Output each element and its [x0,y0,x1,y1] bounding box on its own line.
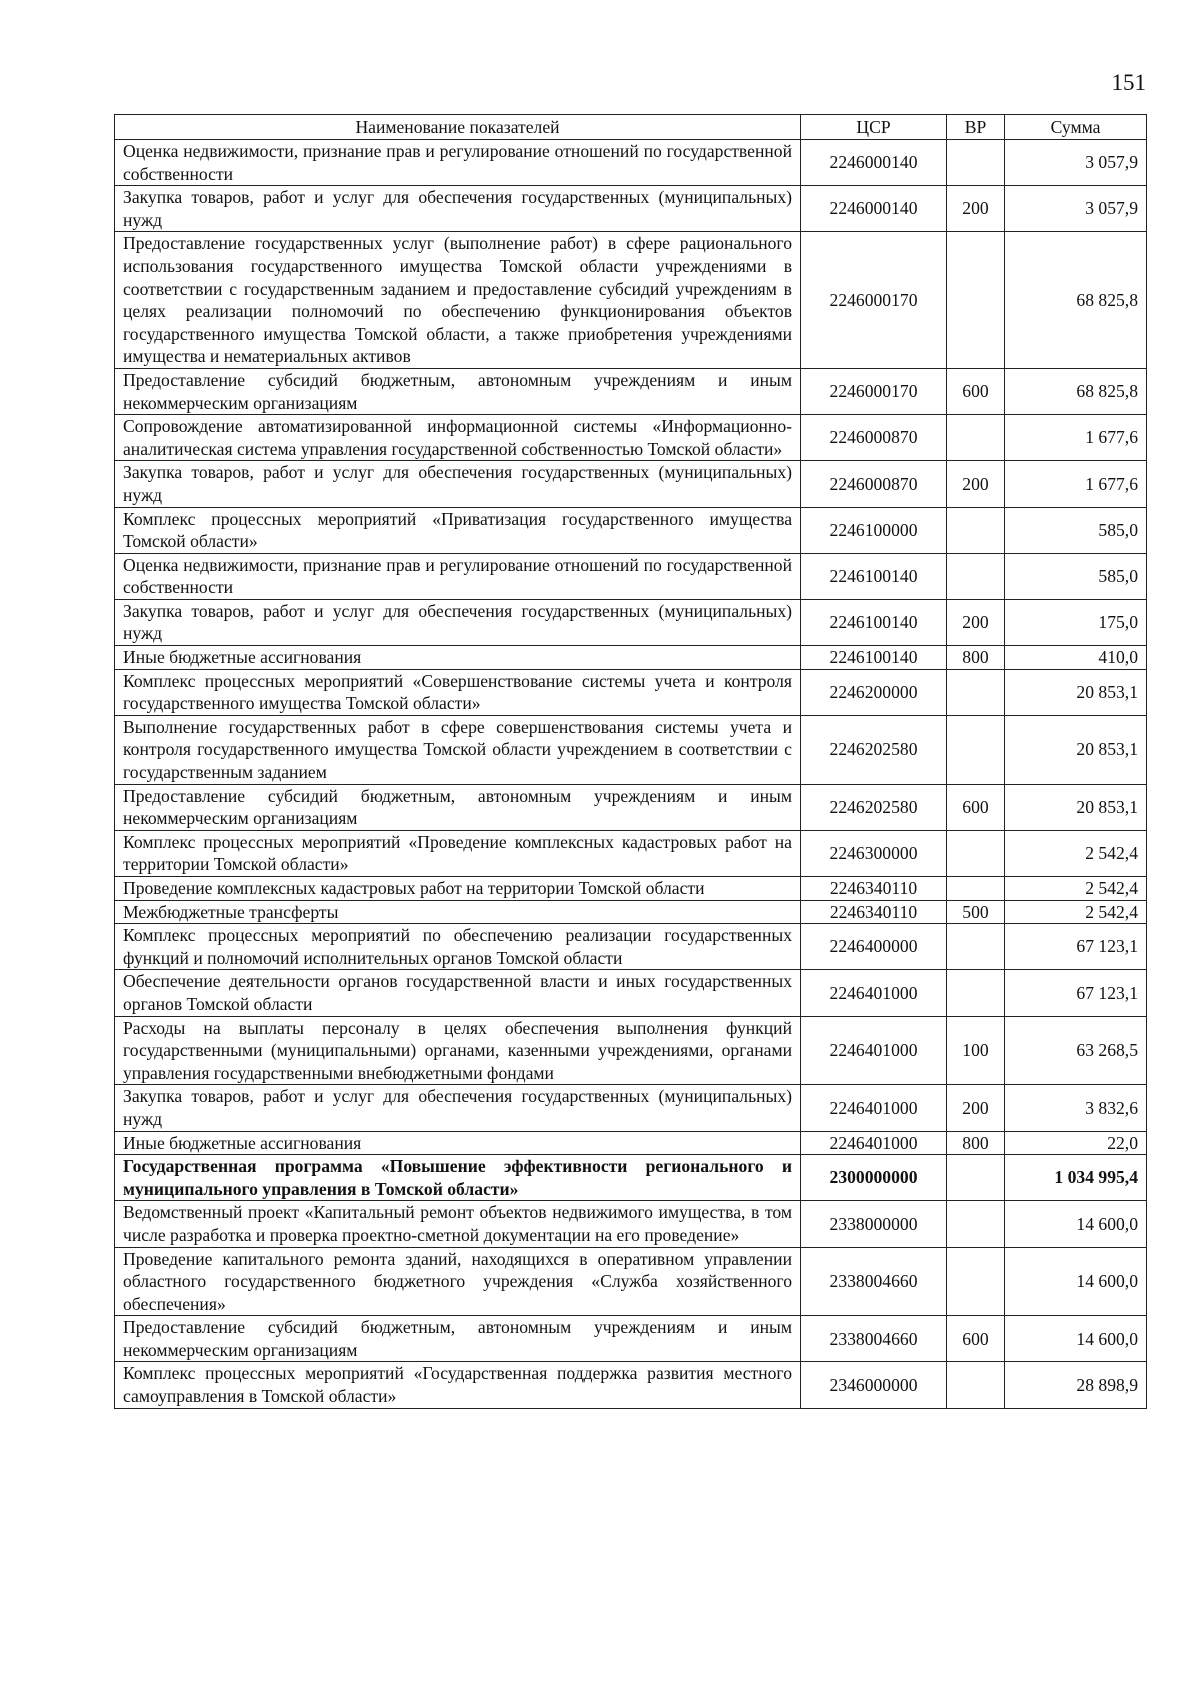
cell-vr: 600 [947,1316,1005,1362]
cell-csr: 2246100000 [801,507,947,553]
cell-sum: 1 677,6 [1005,461,1147,507]
cell-name: Ведомственный проект «Капитальный ремонт объектов недвижимого имущества, в том числе разработка и проверка проектно-сметной документации на его проведение» [115,1201,801,1247]
table-row [115,1016,1147,1085]
table-row [115,186,1147,232]
cell-name: Закупка товаров, работ и услуг для обеспечения государственных (муниципальных) нужд [115,1085,801,1131]
cell-sum: 2 542,4 [1005,900,1147,924]
cell-csr: 2338004660 [801,1247,947,1316]
cell-csr: 2246100140 [801,599,947,645]
table-row [115,599,1147,645]
cell-vr: 800 [947,646,1005,670]
cell-csr: 2246202580 [801,715,947,784]
table-row [115,646,1147,670]
header-csr: ЦСР [801,115,947,140]
cell-name: Проведение комплексных кадастровых работ на территории Томской области [115,877,801,901]
cell-vr [947,1155,1005,1201]
page-number: 151 [1111,70,1146,95]
budget-table [114,114,1147,1409]
cell-sum: 14 600,0 [1005,1201,1147,1247]
cell-vr [947,553,1005,599]
cell-vr: 100 [947,1016,1005,1085]
table-row [115,1085,1147,1131]
cell-name: Государственная программа «Повышение эффективности регионального и муниципального управления в Томской области» [115,1155,801,1201]
cell-sum: 68 825,8 [1005,232,1147,369]
cell-vr [947,140,1005,186]
cell-csr: 2246000870 [801,415,947,461]
cell-vr: 600 [947,784,1005,830]
cell-csr: 2246401000 [801,970,947,1016]
cell-sum: 3 832,6 [1005,1085,1147,1131]
table-row [115,900,1147,924]
table-row [115,1247,1147,1316]
cell-name: Комплекс процессных мероприятий «Совершенствование системы учета и контроля государственного имущества Томской области» [115,669,801,715]
cell-vr [947,232,1005,369]
cell-csr: 2246000140 [801,186,947,232]
cell-vr: 200 [947,186,1005,232]
cell-vr [947,970,1005,1016]
cell-vr [947,507,1005,553]
cell-csr: 2246000870 [801,461,947,507]
table-row [115,1155,1147,1201]
cell-sum: 20 853,1 [1005,715,1147,784]
cell-csr: 2246000170 [801,232,947,369]
cell-vr [947,877,1005,901]
cell-name: Предоставление субсидий бюджетным, автономным учреждениям и иным некоммерческим организациям [115,1316,801,1362]
cell-vr: 800 [947,1131,1005,1155]
table-row [115,830,1147,876]
cell-csr: 2246300000 [801,830,947,876]
cell-name: Закупка товаров, работ и услуг для обеспечения государственных (муниципальных) нужд [115,599,801,645]
cell-vr [947,415,1005,461]
cell-sum: 22,0 [1005,1131,1147,1155]
table-row [115,140,1147,186]
cell-sum: 1 677,6 [1005,415,1147,461]
cell-csr: 2246400000 [801,924,947,970]
cell-vr [947,715,1005,784]
cell-sum: 2 542,4 [1005,830,1147,876]
cell-vr: 200 [947,461,1005,507]
table-row [115,1316,1147,1362]
cell-name: Межбюджетные трансферты [115,900,801,924]
table-row [115,1131,1147,1155]
cell-csr: 2246000170 [801,368,947,414]
table-row [115,1362,1147,1408]
cell-vr [947,1201,1005,1247]
cell-name: Предоставление субсидий бюджетным, автономным учреждениям и иным некоммерческим организациям [115,784,801,830]
cell-name: Сопровождение автоматизированной информационной системы «Информационно-аналитическая система управления государственной собственностью Томской области» [115,415,801,461]
cell-name: Комплекс процессных мероприятий «Проведение комплексных кадастровых работ на территории Томской области» [115,830,801,876]
header-name: Наименование показателей [115,115,801,140]
cell-name: Комплекс процессных мероприятий по обеспечению реализации государственных функций и полномочий исполнительных органов Томской области [115,924,801,970]
cell-vr: 600 [947,368,1005,414]
cell-name: Оценка недвижимости, признание прав и регулирование отношений по государственной собственности [115,140,801,186]
cell-sum: 585,0 [1005,553,1147,599]
cell-sum: 585,0 [1005,507,1147,553]
cell-sum: 3 057,9 [1005,140,1147,186]
cell-name: Иные бюджетные ассигнования [115,646,801,670]
header-vr: ВР [947,115,1005,140]
cell-csr: 2246401000 [801,1131,947,1155]
cell-sum: 20 853,1 [1005,784,1147,830]
cell-vr: 500 [947,900,1005,924]
cell-name: Предоставление субсидий бюджетным, автономным учреждениям и иным некоммерческим организациям [115,368,801,414]
table-header-row [115,115,1147,140]
cell-name: Обеспечение деятельности органов государственной власти и иных государственных органов Томской области [115,970,801,1016]
cell-csr: 2246340110 [801,900,947,924]
cell-csr: 2246202580 [801,784,947,830]
cell-sum: 1 034 995,4 [1005,1155,1147,1201]
cell-csr: 2246401000 [801,1085,947,1131]
table-row [115,507,1147,553]
cell-sum: 175,0 [1005,599,1147,645]
cell-csr: 2246100140 [801,553,947,599]
table-row [115,715,1147,784]
cell-csr: 2346000000 [801,1362,947,1408]
cell-csr: 2246200000 [801,669,947,715]
table-row [115,461,1147,507]
cell-csr: 2246401000 [801,1016,947,1085]
table-row [115,924,1147,970]
table-body [115,140,1147,1409]
cell-sum: 14 600,0 [1005,1316,1147,1362]
cell-vr [947,924,1005,970]
table-row [115,970,1147,1016]
cell-sum: 67 123,1 [1005,924,1147,970]
cell-sum: 63 268,5 [1005,1016,1147,1085]
cell-vr: 200 [947,599,1005,645]
table-row [115,784,1147,830]
cell-name: Иные бюджетные ассигнования [115,1131,801,1155]
cell-name: Оценка недвижимости, признание прав и регулирование отношений по государственной собственности [115,553,801,599]
cell-vr: 200 [947,1085,1005,1131]
cell-csr: 2338004660 [801,1316,947,1362]
cell-vr [947,1247,1005,1316]
cell-csr: 2338000000 [801,1201,947,1247]
cell-sum: 2 542,4 [1005,877,1147,901]
cell-name: Закупка товаров, работ и услуг для обеспечения государственных (муниципальных) нужд [115,186,801,232]
cell-sum: 410,0 [1005,646,1147,670]
cell-csr: 2246340110 [801,877,947,901]
cell-vr [947,1362,1005,1408]
cell-sum: 28 898,9 [1005,1362,1147,1408]
table-row [115,553,1147,599]
cell-name: Комплекс процессных мероприятий «Государственная поддержка развития местного самоуправления в Томской области» [115,1362,801,1408]
table-row [115,368,1147,414]
cell-vr [947,830,1005,876]
cell-csr: 2246100140 [801,646,947,670]
table-row [115,1201,1147,1247]
cell-sum: 14 600,0 [1005,1247,1147,1316]
cell-sum: 67 123,1 [1005,970,1147,1016]
cell-sum: 3 057,9 [1005,186,1147,232]
cell-sum: 20 853,1 [1005,669,1147,715]
table-row [115,877,1147,901]
cell-vr [947,669,1005,715]
cell-name: Предоставление государственных услуг (выполнение работ) в сфере рационального использования государственного имущества Томской области учреждениями в соответствии с государственным заданием и предоставление субсидий учреждениям в целях реализации полномочий по обеспечению функционирования объектов государственного имущества Томской области, а также приобретения учреждениями имущества и нематериальных активов [115,232,801,369]
table-row [115,415,1147,461]
header-sum: Сумма [1005,115,1147,140]
cell-name: Выполнение государственных работ в сфере совершенствования системы учета и контроля государственного имущества Томской области учреждением в соответствии с государственным заданием [115,715,801,784]
cell-name: Комплекс процессных мероприятий «Приватизация государственного имущества Томской области» [115,507,801,553]
cell-sum: 68 825,8 [1005,368,1147,414]
cell-name: Закупка товаров, работ и услуг для обеспечения государственных (муниципальных) нужд [115,461,801,507]
table-row [115,669,1147,715]
cell-name: Проведение капитального ремонта зданий, находящихся в оперативном управлении областного государственного бюджетного учреждения «Служба хозяйственного обеспечения» [115,1247,801,1316]
table-row [115,232,1147,369]
cell-csr: 2246000140 [801,140,947,186]
cell-name: Расходы на выплаты персоналу в целях обеспечения выполнения функций государственными (муниципальными) органами, казенными учреждениями, органами управления государственными внебюджетными фондами [115,1016,801,1085]
cell-csr: 2300000000 [801,1155,947,1201]
